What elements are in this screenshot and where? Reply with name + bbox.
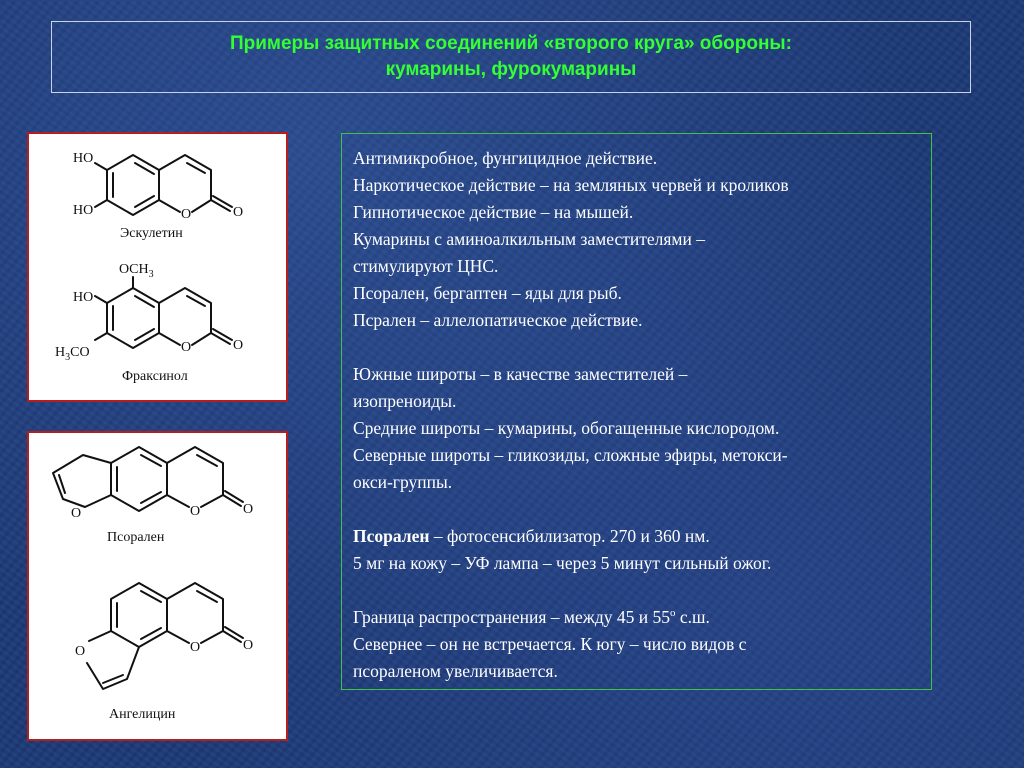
furocoumarin-structures-drawing	[29, 433, 286, 739]
text-line: Севернее – он не встречается. К югу – число видов с	[353, 634, 747, 654]
text-line: Псрален – аллелопатическое действие.	[353, 310, 643, 330]
furocoumarin-structures-panel	[27, 431, 288, 741]
paragraph-gap	[353, 577, 921, 604]
psoralen-name: Псорален	[107, 530, 165, 545]
angelicin-benzene-ring	[111, 583, 167, 647]
text-line: Кумарины с аминоалкильным заместителями –	[353, 229, 705, 249]
psoralen-description: – фотосенсибилизатор. 270 и 360 нм.	[429, 526, 710, 546]
psoralen-o-ring: O	[190, 504, 201, 519]
text-line: Антимикробное, фунгицидное действие.	[353, 148, 658, 168]
esculetin-name: Эскулетин	[120, 226, 183, 241]
paragraph-gap	[353, 496, 921, 523]
esculetin-pyrone-ring	[159, 155, 211, 212]
esculetin-structure	[73, 151, 243, 241]
psoralen-bold-term: Псорален	[353, 526, 430, 546]
fraxinol-benzene-double-bonds	[113, 296, 154, 340]
fraxinol-och3: $OCH_3$	[119, 262, 154, 280]
esculetin-benzene-double-bonds	[113, 163, 154, 207]
coumarin-structures-panel	[27, 132, 288, 402]
fraxinol-pyrone-ring	[159, 288, 211, 345]
psoralen-benzene-double-bonds	[117, 455, 161, 503]
angelicin-benzene-double-bonds	[117, 591, 161, 639]
psoralen-o-furan: O	[71, 506, 82, 521]
text-line: Северные широты – гликозиды, сложные эфиры, метокси-	[353, 445, 788, 465]
fraxinol-o-carbonyl: O	[233, 338, 244, 353]
angelicin-pyrone-double-bond	[197, 591, 217, 602]
text-line: Наркотическое действие – на земляных червей и кроликов	[353, 175, 789, 195]
paragraph-gap	[353, 334, 921, 361]
text-line: 5 мг на кожу – УФ лампа – через 5 минут сильный ожог.	[353, 553, 772, 573]
description-text-box	[341, 133, 932, 690]
fraxinol-structure	[55, 262, 243, 384]
fraxinol-h3co: $H_3CO$	[55, 345, 90, 363]
text-line: Южные широты – в качестве заместителей –	[353, 364, 688, 384]
text-line: псораленом увеличивается.	[353, 661, 558, 681]
psoralen-structure	[53, 447, 253, 545]
esculetin-ho-bottom: HO	[73, 203, 94, 218]
fraxinol-ho: HO	[73, 290, 94, 305]
fraxinol-name: Фраксинол	[122, 369, 188, 384]
title-box	[51, 21, 971, 93]
text-line-range	[353, 604, 921, 631]
psoralen-pyrone-double-bond	[197, 455, 217, 466]
angelicin-o-ring: O	[190, 640, 201, 655]
degree-superscript: о	[670, 607, 676, 620]
psoralen-pyrone-ring	[167, 447, 223, 507]
psoralen-o-carbonyl: O	[243, 502, 254, 517]
psoralen-benzene-ring	[111, 447, 167, 511]
text-line: Гипнотическое действие – на мышей.	[353, 202, 634, 222]
esculetin-oh-bonds	[95, 163, 107, 207]
text-line-psoralen	[353, 523, 921, 550]
text-line: окси-группы.	[353, 472, 453, 492]
angelicin-pyrone-ring	[167, 583, 223, 643]
esculetin-o-carbonyl: O	[233, 205, 244, 220]
psoralen-carbonyl	[223, 491, 243, 506]
angelicin-carbonyl	[223, 627, 243, 642]
title-line-1: Примеры защитных соединений «второго круга» обороны:	[229, 33, 792, 54]
angelicin-structure	[75, 583, 253, 722]
text-line: Средние широты – кумарины, обогащенные кислородом.	[353, 418, 780, 438]
coumarin-structures-drawing	[29, 134, 286, 400]
text-line: Псорален, бергаптен – яды для рыб.	[353, 283, 622, 303]
title-line-2: кумарины, фурокумарины	[385, 59, 637, 80]
fraxinol-benzene-ring	[107, 288, 159, 348]
range-text: Граница распространения – между 45 и 55	[353, 607, 670, 627]
angelicin-o-furan: O	[75, 644, 86, 659]
fraxinol-o-ring: O	[181, 340, 192, 355]
range-text-end: с.ш.	[675, 607, 710, 627]
text-line: изопреноиды.	[353, 391, 457, 411]
esculetin-benzene-ring	[107, 155, 159, 215]
esculetin-ho-top: HO	[73, 151, 94, 166]
angelicin-furan-ring	[87, 631, 139, 689]
text-line: стимулируют ЦНС.	[353, 256, 499, 276]
esculetin-o-ring: O	[181, 207, 192, 222]
angelicin-o-carbonyl: O	[243, 638, 254, 653]
fraxinol-carbonyl	[211, 329, 232, 344]
esculetin-carbonyl	[211, 196, 232, 211]
angelicin-name: Ангелицин	[109, 707, 176, 722]
